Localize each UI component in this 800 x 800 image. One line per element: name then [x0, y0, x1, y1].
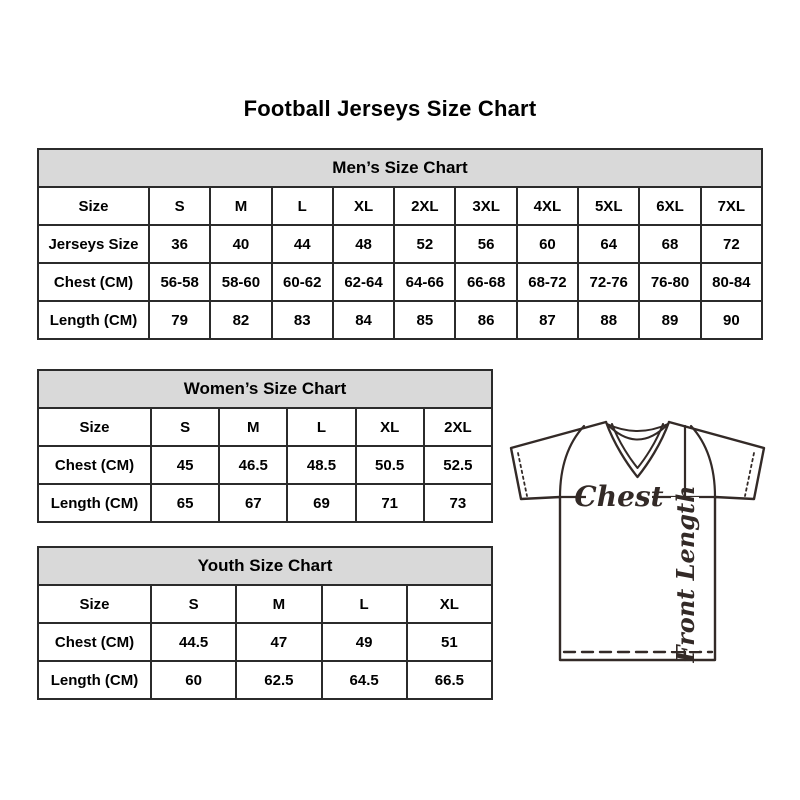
row-label-cell: Chest (CM): [38, 263, 149, 301]
table-section-header: Youth Size Chart: [38, 547, 492, 585]
table-value-cell: XL: [407, 585, 492, 623]
table-row: [38, 623, 492, 661]
table-value-cell: 64-66: [394, 263, 455, 301]
table-value-cell: 62.5: [236, 661, 321, 699]
row-label-cell: Chest (CM): [38, 446, 151, 484]
jersey-body-outline: [511, 422, 764, 660]
jersey-measurement-diagram: [500, 398, 772, 670]
table-value-cell: S: [151, 585, 236, 623]
table-value-cell: 72: [701, 225, 762, 263]
table-value-cell: 80-84: [701, 263, 762, 301]
table-value-cell: S: [151, 408, 219, 446]
table-value-cell: 44: [272, 225, 333, 263]
table-value-cell: L: [272, 187, 333, 225]
page-title: Football Jerseys Size Chart: [243, 96, 537, 121]
table-value-cell: 49: [322, 623, 407, 661]
table-row: [38, 263, 762, 301]
row-label-cell: Chest (CM): [38, 623, 151, 661]
youth-size-chart-table: [37, 546, 493, 700]
table-value-cell: 82: [210, 301, 271, 339]
table-row: [38, 187, 762, 225]
table-value-cell: 60-62: [272, 263, 333, 301]
table-value-cell: 2XL: [394, 187, 455, 225]
table-value-cell: 48.5: [287, 446, 355, 484]
table-value-cell: 60: [151, 661, 236, 699]
front-length-label-group: [671, 485, 700, 663]
table-value-cell: 3XL: [455, 187, 516, 225]
front-length-label: Front Length: [671, 485, 700, 663]
table-value-cell: 52: [394, 225, 455, 263]
table-row: [38, 585, 492, 623]
table-value-cell: 90: [701, 301, 762, 339]
table-value-cell: 50.5: [356, 446, 424, 484]
table-value-cell: 6XL: [639, 187, 700, 225]
table-section-header: Men’s Size Chart: [38, 149, 762, 187]
table-row: [38, 225, 762, 263]
table-value-cell: L: [287, 408, 355, 446]
table-value-cell: 56: [455, 225, 516, 263]
table-value-cell: 44.5: [151, 623, 236, 661]
table-value-cell: 65: [151, 484, 219, 522]
table-value-cell: 60: [517, 225, 578, 263]
table-value-cell: 7XL: [701, 187, 762, 225]
table-value-cell: 68-72: [517, 263, 578, 301]
table-row: [38, 446, 492, 484]
table-row: [38, 301, 762, 339]
mens-size-chart-table: [37, 148, 763, 340]
table-value-cell: L: [322, 585, 407, 623]
table-value-cell: 51: [407, 623, 492, 661]
table-value-cell: 86: [455, 301, 516, 339]
chest-label: Chest: [574, 480, 664, 513]
table-value-cell: 40: [210, 225, 271, 263]
table-value-cell: 45: [151, 446, 219, 484]
table-value-cell: S: [149, 187, 210, 225]
table-value-cell: 71: [356, 484, 424, 522]
table-value-cell: 47: [236, 623, 321, 661]
table-value-cell: 69: [287, 484, 355, 522]
table-value-cell: 79: [149, 301, 210, 339]
table-value-cell: 36: [149, 225, 210, 263]
table-value-cell: 76-80: [639, 263, 700, 301]
table-value-cell: 83: [272, 301, 333, 339]
table-value-cell: M: [219, 408, 287, 446]
table-value-cell: 62-64: [333, 263, 394, 301]
table-value-cell: XL: [356, 408, 424, 446]
table-value-cell: XL: [333, 187, 394, 225]
table-value-cell: 87: [517, 301, 578, 339]
table-value-cell: M: [236, 585, 321, 623]
table-value-cell: 67: [219, 484, 287, 522]
table-value-cell: 64.5: [322, 661, 407, 699]
right-cuff-dashed-line: [745, 453, 754, 496]
table-value-cell: 64: [578, 225, 639, 263]
table-value-cell: 85: [394, 301, 455, 339]
womens-size-chart-table: [37, 369, 493, 523]
table-value-cell: 56-58: [149, 263, 210, 301]
row-label-cell: Size: [38, 187, 149, 225]
table-value-cell: 58-60: [210, 263, 271, 301]
row-label-cell: Length (CM): [38, 484, 151, 522]
row-label-cell: Size: [38, 408, 151, 446]
table-value-cell: 88: [578, 301, 639, 339]
table-value-cell: 66.5: [407, 661, 492, 699]
table-value-cell: 4XL: [517, 187, 578, 225]
table-value-cell: 66-68: [455, 263, 516, 301]
table-value-cell: 46.5: [219, 446, 287, 484]
table-row: [38, 661, 492, 699]
row-label-cell: Length (CM): [38, 301, 149, 339]
table-value-cell: 72-76: [578, 263, 639, 301]
table-section-header: Women’s Size Chart: [38, 370, 492, 408]
jersey-collar-back-arc-1: [607, 424, 668, 431]
table-value-cell: 84: [333, 301, 394, 339]
table-value-cell: M: [210, 187, 271, 225]
table-row: [38, 484, 492, 522]
row-label-cell: Jerseys Size: [38, 225, 149, 263]
table-value-cell: 52.5: [424, 446, 492, 484]
table-value-cell: 73: [424, 484, 492, 522]
table-value-cell: 2XL: [424, 408, 492, 446]
table-value-cell: 5XL: [578, 187, 639, 225]
row-label-cell: Length (CM): [38, 661, 151, 699]
row-label-cell: Size: [38, 585, 151, 623]
table-value-cell: 89: [639, 301, 700, 339]
table-value-cell: 48: [333, 225, 394, 263]
table-value-cell: 68: [639, 225, 700, 263]
table-row: [38, 408, 492, 446]
